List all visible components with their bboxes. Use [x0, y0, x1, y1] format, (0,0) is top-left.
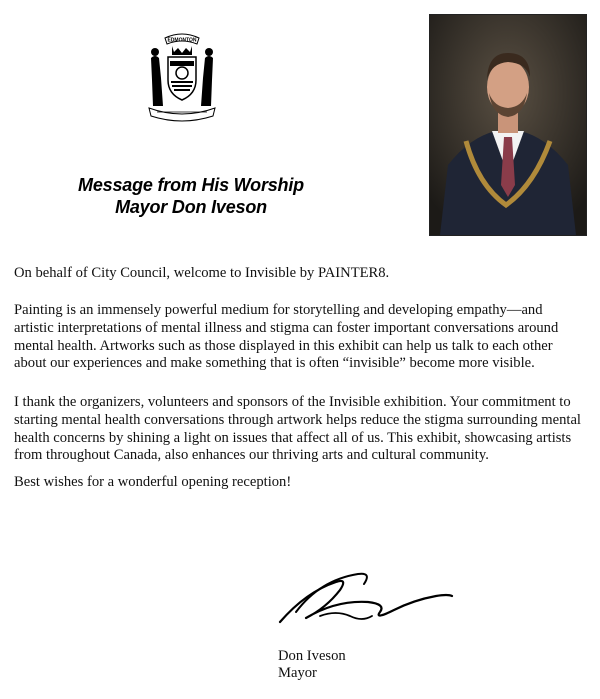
crest-city-label: EDMONTON	[167, 37, 197, 44]
handwritten-signature	[276, 572, 454, 630]
signatory-name: Don Iveson	[278, 648, 346, 664]
welcome-paragraph: On behalf of City Council, welcome to Invisible by PAINTER8.	[14, 265, 390, 281]
mayor-name-heading: Mayor Don Iveson	[115, 197, 267, 217]
thanks-paragraph: I thank the organizers, volunteers and sponsors of the Invisible exhibition. Your commitment to starting mental health conversations through artwork helps reduce the stigma surrounding mental health concerns by shining a light on issues that affect all of us. This exhibit, showcasing artists from throughout Canada, also enhances our thriving arts and cultural community.	[14, 394, 581, 464]
painting-paragraph: Painting is an immensely powerful medium for storytelling and developing empathy—and artistic interpretations of mental illness and stigma can foster important conversations around mental health. Artworks such as those displayed in this exhibit can help us talk to each other about our experiences and make something that is often “invisible” become more visible.	[14, 302, 559, 372]
message-title: Message from His Worship	[78, 175, 304, 195]
signatory-title: Mayor	[278, 665, 317, 681]
best-wishes-paragraph: Best wishes for a wonderful opening reception!	[14, 474, 292, 490]
mayor-portrait-photo	[429, 14, 587, 236]
city-crest-logo	[143, 28, 221, 124]
